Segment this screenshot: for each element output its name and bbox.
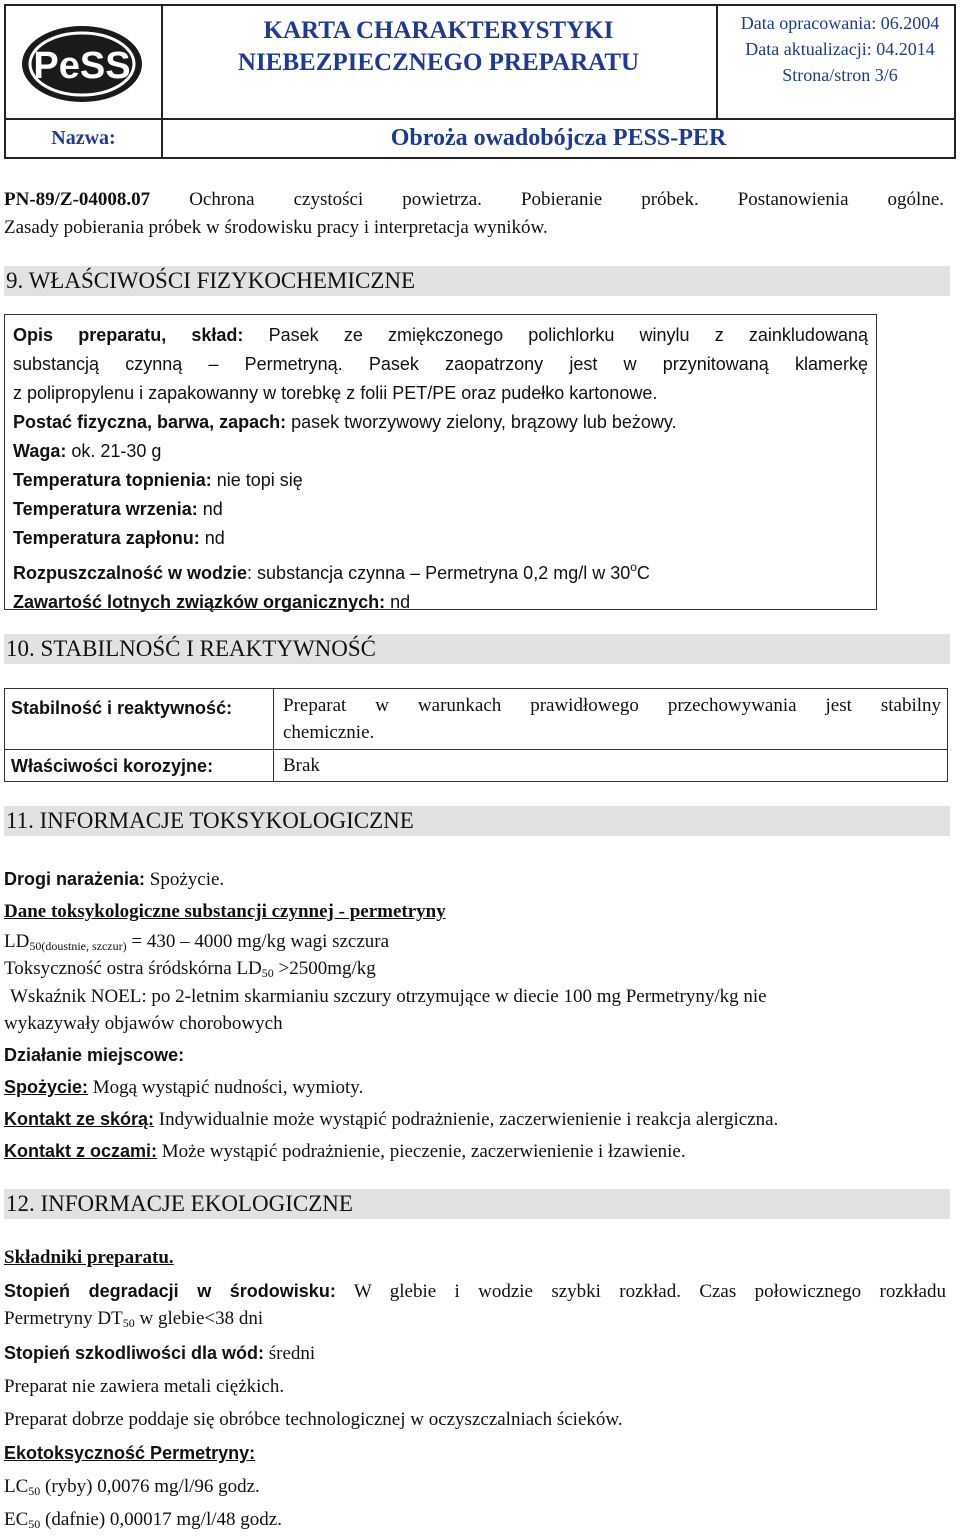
skora-label: Kontakt ze skórą:: [4, 1109, 155, 1129]
ld-prefix: LD: [4, 931, 30, 952]
table-divider: [273, 689, 274, 781]
document-title-line2: NIEBEZPIECZNEGO PREPARATU: [237, 49, 640, 76]
lotne-value: nd: [390, 592, 411, 612]
lotne-label: Zawartość lotnych związków organicznych:: [13, 592, 386, 612]
ld-value: = 430 – 4000 mg/kg wagi szczura: [131, 931, 390, 952]
noel-line1: Wskaźnik NOEL: po 2-letnim skarmianiu szczury otrzymujące w diecie 100 mg Permetryny/kg nie: [10, 986, 767, 1007]
page-number: Strona/stron 3/6: [782, 65, 898, 85]
drogi-label: Drogi narażenia:: [4, 869, 146, 889]
korozja-label: Właściwości korozyjne:: [11, 756, 214, 776]
dt-sub: 50: [122, 1316, 135, 1330]
document-title-line1: KARTA CHARAKTERYSTYKI: [263, 17, 614, 44]
rozpuszczalnosc-row: [13, 553, 868, 588]
skora-value: Indywidualnie może wystąpić podrażnienie, zaczerwienienie i reakcja alergiczna.: [158, 1109, 779, 1130]
degradacja-label: Stopień degradacji w środowisku:: [4, 1281, 336, 1301]
opis-label: Opis preparatu, skład:: [13, 325, 244, 345]
spozycie-row: [4, 1074, 363, 1101]
skora-row: [4, 1106, 778, 1133]
section-9-title: 9. WŁAŚCIWOŚCI FIZYKOCHEMICZNE: [4, 266, 950, 296]
noel-line2: wykazywały objawów chorobowych: [4, 1013, 283, 1034]
drogi-row: [4, 866, 224, 893]
lc-value: (ryby) 0,0076 mg/l/96 godz.: [45, 1476, 260, 1497]
product-name: Obroża owadobójcza PESS-PER: [390, 125, 727, 151]
spozycie-value: Mogą wystąpić nudności, wymioty.: [92, 1077, 364, 1098]
obrobka-text: Preparat dobrze poddaje się obróbce technologicznej w oczyszczalniach ścieków.: [4, 1409, 623, 1430]
ec50-row: [4, 1506, 282, 1538]
oczy-row: [4, 1138, 686, 1165]
rozpuszczalnosc-label: Rozpuszczalność w wodzie: [13, 563, 248, 583]
dane-heading: Dane toksykologiczne substancji czynnej - permetryny: [4, 901, 446, 922]
section-10-title: 10. STABILNOŚĆ I REAKTYWNOŚĆ: [4, 634, 950, 664]
degradacja-line2: [4, 1305, 263, 1337]
logo-text: PeSS: [33, 45, 131, 87]
wrzenie-row: [13, 495, 868, 524]
waga-value: ok. 21-30 g: [71, 441, 162, 461]
opis-line2: substancją czynną – Permetryną. Pasek zaopatrzony jest w przynitowaną klamerkę: [13, 354, 868, 374]
ld-sub: 50(doustnie, szczur): [29, 939, 127, 953]
document-header: [4, 4, 956, 159]
standard-text: Ochrona czystości powietrza. Pobieranie próbek. Postanowienia ogólne.: [189, 189, 944, 210]
postac-row: [13, 408, 868, 437]
ec-value: (dafnie) 0,00017 mg/l/48 godz.: [45, 1509, 282, 1530]
szkodliwosc-value: średni: [268, 1343, 316, 1364]
metale-text: Preparat nie zawiera metali ciężkich.: [4, 1376, 285, 1397]
section-10-table: [4, 688, 948, 782]
opis-line1: [13, 321, 868, 350]
dzialanie-heading: Działanie miejscowe:: [4, 1045, 185, 1065]
lc-sub: 50: [28, 1484, 41, 1498]
standard-code: PN-89/Z-04008.07: [4, 189, 151, 210]
zaplon-row: [13, 524, 868, 553]
name-label: Nazwa:: [51, 127, 116, 149]
topnienie-label: Temperatura topnienia:: [13, 470, 212, 490]
szkodliwosc-row: [4, 1340, 315, 1367]
waga-row: [13, 437, 868, 466]
header-divider: [716, 6, 718, 118]
lotne-row: [13, 588, 868, 617]
section-12-title: 12. INFORMACJE EKOLOGICZNE: [4, 1189, 950, 1219]
date-prepared: Data opracowania: 06.2004: [740, 13, 940, 33]
section-9-properties-box: [4, 314, 877, 610]
degree-sup: o: [630, 560, 637, 574]
pess-logo: [20, 24, 144, 104]
stabilnosc-value-line2: chemicznie.: [283, 722, 375, 743]
opis-line3: z polipropylenu i zapakowanny w torebkę z folii PET/PE oraz pudełko kartonowe.: [13, 383, 658, 403]
postac-label: Postać fizyczna, barwa, zapach:: [13, 412, 287, 432]
ec-prefix: EC: [4, 1509, 29, 1530]
spozycie-label: Spożycie:: [4, 1077, 89, 1097]
topnienie-value: nie topi się: [216, 470, 303, 490]
tox-value: >2500mg/kg: [278, 958, 376, 979]
date-updated: Data aktualizacji: 04.2014: [745, 39, 935, 59]
degradacja-line1: [4, 1278, 946, 1305]
dt-value: w glebie<38 dni: [139, 1308, 264, 1329]
section-11-title: 11. INFORMACJE TOKSYKOLOGICZNE: [4, 806, 950, 836]
stabilnosc-label: Stabilność i reaktywność:: [11, 698, 233, 718]
wrzenie-value: nd: [202, 499, 223, 519]
postac-value: pasek tworzywowy zielony, brązowy lub beżowy.: [291, 412, 677, 432]
wrzenie-label: Temperatura wrzenia:: [13, 499, 198, 519]
dt-prefix: Permetryny DT: [4, 1308, 123, 1329]
stabilnosc-value-line1: Preparat w warunkach prawidłowego przechowywania jest stabilny: [283, 695, 941, 716]
skladniki-heading: Składniki preparatu.: [4, 1247, 174, 1268]
ekotoksycznosc-heading: Ekotoksyczność Permetryny:: [4, 1443, 256, 1463]
tox-sub: 50: [261, 966, 274, 980]
topnienie-row: [13, 466, 868, 495]
oczy-label: Kontakt z oczami:: [4, 1141, 158, 1161]
ec-sub: 50: [28, 1517, 41, 1531]
oczy-value: Może wystąpić podrażnienie, pieczenie, zaczerwienienie i łzawienie.: [161, 1141, 686, 1162]
rozpuszczalnosc-unit: C: [636, 563, 650, 583]
standard-reference-line1: [4, 186, 944, 213]
lc50-row: [4, 1473, 260, 1505]
waga-label: Waga:: [13, 441, 67, 461]
szkodliwosc-label: Stopień szkodliwości dla wód:: [4, 1343, 265, 1363]
degradacja-value: W glebie i wodzie szybki rozkład. Czas połowicznego rozkładu: [353, 1281, 946, 1302]
zaplon-value: nd: [204, 528, 225, 548]
lc-prefix: LC: [4, 1476, 29, 1497]
drogi-value: Spożycie.: [149, 869, 225, 890]
standard-reference-line2: Zasady pobierania próbek w środowisku pracy i interpretacja wyników.: [4, 217, 548, 238]
tox-prefix: Toksyczność ostra śródskórna LD: [4, 958, 262, 979]
rozpuszczalnosc-value: : substancja czynna – Permetryna 0,2 mg/l w 30: [247, 563, 631, 583]
korozja-value: Brak: [283, 755, 320, 776]
zaplon-label: Temperatura zapłonu:: [13, 528, 200, 548]
table-divider: [5, 749, 947, 750]
opis-value: Pasek ze zmiękczonego polichlorku winylu z zainkludowaną: [268, 325, 868, 345]
